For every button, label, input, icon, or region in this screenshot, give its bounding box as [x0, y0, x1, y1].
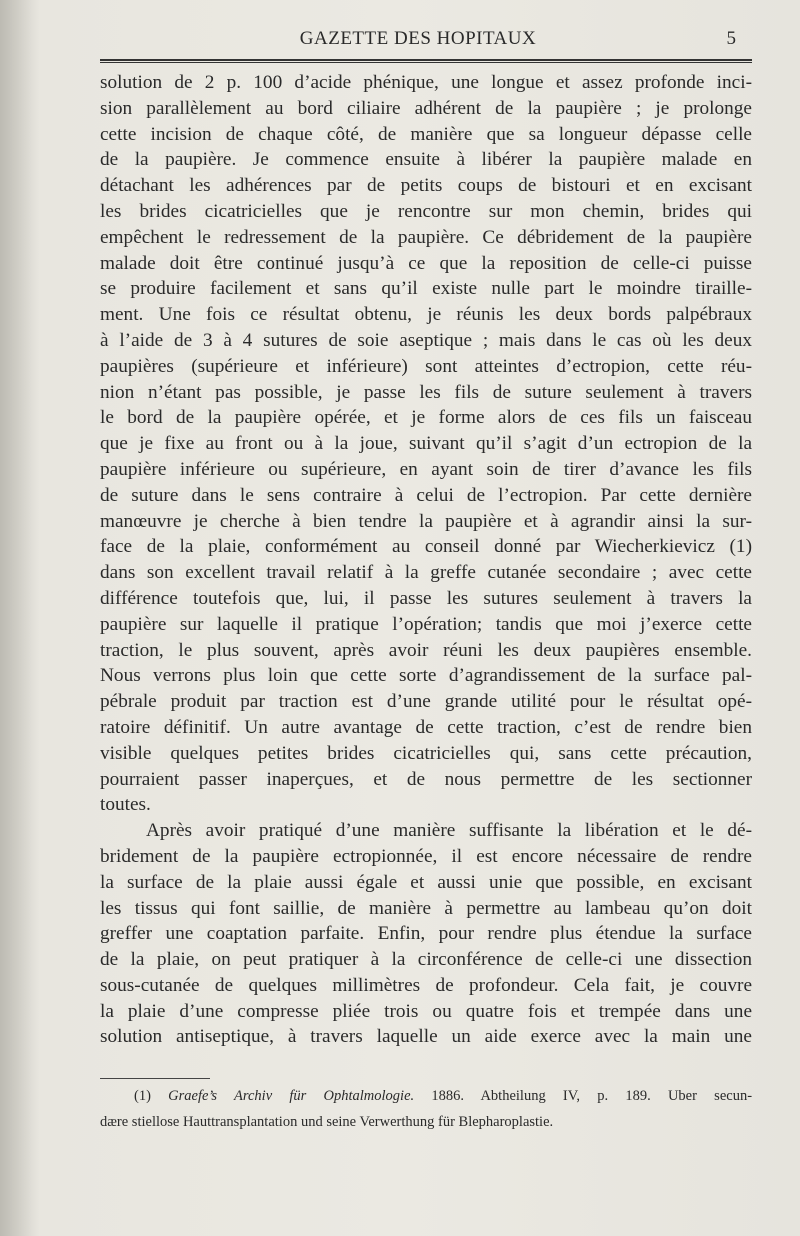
text-line: paupières (supérieure et inférieure) sont atteintes d’ectropion, cette réu-	[100, 355, 752, 377]
binding-shadow	[0, 0, 40, 1236]
text-line: détachant les adhérences par de petits coups de bistouri et en excisant	[100, 175, 752, 197]
header-rule	[100, 59, 752, 63]
text-line: visible quelques petites brides cicatricielles qui, sans cette précaution,	[100, 742, 752, 764]
text-line: le bord de la paupière opérée, et je forme alors de ces fils un faisceau	[100, 407, 752, 429]
text-line: la plaie d’une compresse pliée trois ou quatre fois et trempée dans une	[100, 1000, 752, 1022]
body-text	[100, 70, 752, 1050]
text-line: paupière sur laquelle il pratique l’opération; tandis que moi j’exerce cette	[100, 613, 752, 635]
text-line: de la paupière. Je commence ensuite à libérer la paupière malade en	[100, 149, 752, 171]
text-line: bridement de la paupière ectropionnée, il est encore nécessaire de rendre	[100, 845, 752, 867]
text-line: Nous verrons plus loin que cette sorte d’agrandissement de la surface pal-	[100, 665, 752, 687]
text-line: sion parallèlement au bord ciliaire adhérent de la paupière ; je prolonge	[100, 97, 752, 119]
footnote-citation: 1886. Abtheilung IV, p. 189. Uber secun-	[431, 1088, 753, 1104]
text-line: pourraient passer inaperçues, et de nous permettre de les sectionner	[100, 768, 752, 790]
text-line: à l’aide de 3 à 4 sutures de soie aseptique ; mais dans le cas où les deux	[100, 329, 752, 351]
text-line: que je fixe au front ou à la joue, suivant qu’il s’agit d’un ectropion de la	[100, 433, 752, 455]
text-line: de la plaie, on peut pratiquer à la circonférence de celle-ci une dissection	[100, 949, 752, 971]
text-line: nion n’étant pas possible, je passe les fils de suture seulement à travers	[100, 381, 752, 403]
text-line: Après avoir pratiqué d’une manière suffisante la libération et le dé-	[146, 820, 752, 842]
text-line: sous-cutanée de quelques millimètres de profondeur. Cela fait, je couvre	[100, 974, 752, 996]
text-line: greffer une coaptation parfaite. Enfin, pour rendre plus étendue la surface	[100, 923, 752, 945]
footnote-journal: Graefe’s Archiv für Ophtalmologie.	[168, 1088, 415, 1104]
text-line: différence toutefois que, lui, il passe les sutures seulement à travers la	[100, 587, 752, 609]
footnote-marker: (1)	[134, 1088, 151, 1104]
text-line: solution de 2 p. 100 d’acide phénique, une longue et assez profonde inci-	[100, 72, 752, 93]
text-line: toutes.	[100, 794, 151, 816]
text-line: manœuvre je cherche à bien tendre la paupière et à agrandir ainsi la sur-	[100, 510, 752, 532]
text-line: solution antiseptique, à travers laquelle un aide exerce avec la main une	[100, 1026, 752, 1048]
running-title: GAZETTE DES HOPITAUX	[299, 28, 537, 49]
text-line: malade doit être continué jusqu’à ce que la reposition de celle-ci puisse	[100, 252, 752, 274]
text-line: pébrale produit par traction est d’une grande utilité pour le résultat opé-	[100, 691, 752, 713]
text-line: paupière inférieure ou supérieure, en ayant soin de tirer d’avance les fils	[100, 458, 752, 480]
page-header	[100, 28, 736, 56]
footnote-line	[100, 1086, 752, 1112]
text-line: les brides cicatricielles que je rencontre sur mon chemin, brides qui	[100, 200, 752, 222]
footnote	[100, 1086, 752, 1138]
text-line: traction, le plus souvent, après avoir réuni les deux paupières ensemble.	[100, 639, 752, 661]
text-line: la surface de la plaie aussi égale et aussi unie que possible, en excisant	[100, 871, 752, 893]
text-line: ment. Une fois ce résultat obtenu, je réunis les deux bords palpébraux	[100, 304, 752, 326]
footnote-rule	[100, 1078, 210, 1079]
text-line: face de la plaie, conformément au conseil donné par Wiecherkievicz (1)	[100, 536, 752, 558]
text-line: les tissus qui font saillie, de manière à permettre au lambeau qu’on doit	[100, 897, 752, 919]
text-line: dans son excellent travail relatif à la greffe cutanée secondaire ; avec cette	[100, 562, 752, 584]
page-number: 5	[726, 28, 736, 49]
text-line: ratoire définitif. Un autre avantage de cette traction, c’est de rendre bien	[100, 716, 752, 738]
text-line: cette incision de chaque côté, de manière que sa longueur dépasse celle	[100, 123, 752, 145]
text-line: de suture dans le sens contraire à celui de l’ectropion. Par cette dernière	[100, 484, 752, 506]
footnote-line: dære stiellose Hauttransplantation und seine Verwerthung für Blepharoplastie.	[100, 1113, 554, 1130]
text-line: empêchent le redressement de la paupière. Ce débridement de la paupière	[100, 226, 752, 248]
text-line: se produire facilement et sans qu’il existe nulle part le moindre tiraille-	[100, 278, 752, 300]
